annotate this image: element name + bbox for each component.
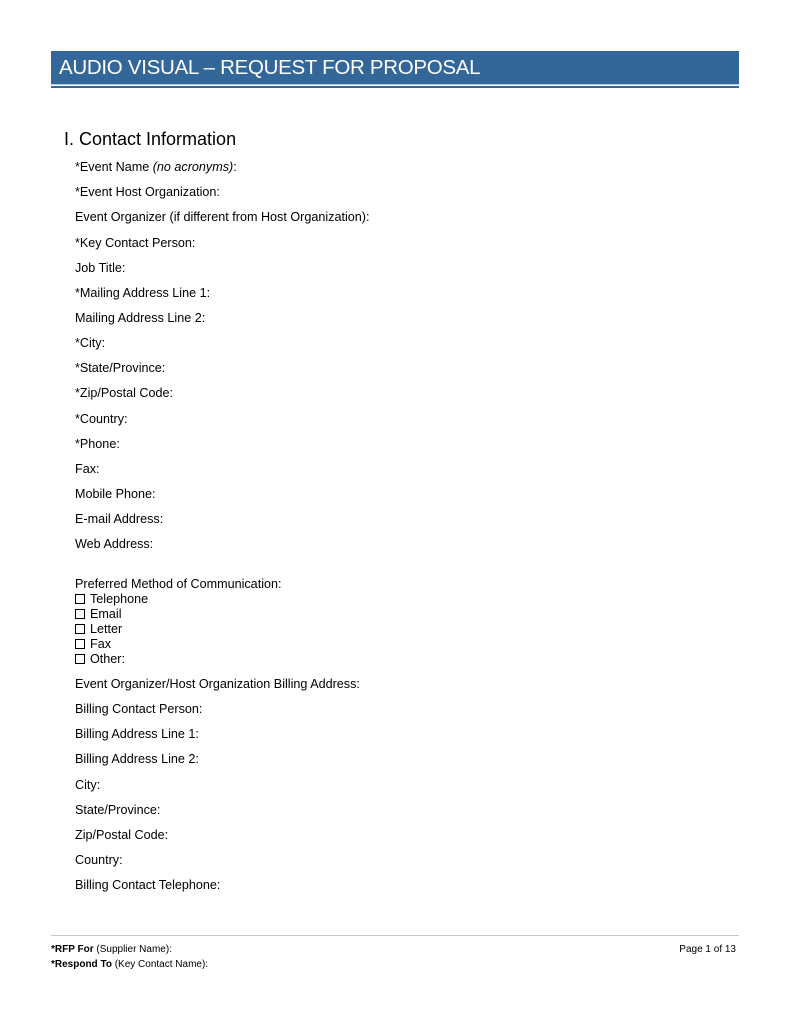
field-note: (no acronyms) xyxy=(152,160,234,174)
checkbox-icon[interactable] xyxy=(75,654,85,664)
option-other[interactable] xyxy=(75,652,125,666)
field-event-host-organization: *Event Host Organization: xyxy=(75,185,220,199)
field-mailing-address-1: *Mailing Address Line 1: xyxy=(75,286,211,300)
option-label: Letter xyxy=(90,622,123,636)
field-zip-postal-code: *Zip/Postal Code: xyxy=(75,386,174,400)
option-label: Fax xyxy=(90,637,111,651)
field-label: *Event Name xyxy=(75,160,153,174)
field-country: *Country: xyxy=(75,412,128,426)
footer-label: *Respond To xyxy=(51,959,112,970)
field-key-contact-person: *Key Contact Person: xyxy=(75,236,196,250)
field-billing-contact-telephone: Billing Contact Telephone: xyxy=(75,878,221,892)
section-title: I. Contact Information xyxy=(64,129,237,149)
field-billing-contact-person: Billing Contact Person: xyxy=(75,702,203,716)
field-event-name xyxy=(75,160,237,174)
option-label: Other: xyxy=(90,652,125,666)
field-billing-address-1: Billing Address Line 1: xyxy=(75,727,199,741)
field-state-province: *State/Province: xyxy=(75,361,166,375)
field-suffix: : xyxy=(233,160,237,174)
field-billing-address-2: Billing Address Line 2: xyxy=(75,752,199,766)
field-job-title: Job Title: xyxy=(75,261,126,275)
option-email[interactable] xyxy=(75,607,122,621)
field-billing-city: City: xyxy=(75,778,101,792)
footer-rfp-for xyxy=(51,944,172,955)
field-billing-country: Country: xyxy=(75,853,123,867)
checkbox-icon[interactable] xyxy=(75,639,85,649)
page-number: Page 1 of 13 xyxy=(679,944,736,955)
field-email-address: E-mail Address: xyxy=(75,512,164,526)
footer-divider xyxy=(51,935,739,936)
field-billing-address: Event Organizer/Host Organization Billing Address: xyxy=(75,677,360,691)
footer-text: (Key Contact Name): xyxy=(111,959,209,970)
field-city: *City: xyxy=(75,336,106,350)
banner-divider-dark xyxy=(51,86,739,88)
communication-label: Preferred Method of Communication: xyxy=(75,577,282,591)
option-label: Telephone xyxy=(90,592,149,606)
option-letter[interactable] xyxy=(75,622,122,636)
option-label: Email xyxy=(90,607,122,621)
footer-label: *RFP For xyxy=(51,944,94,955)
field-billing-zip-postal-code: Zip/Postal Code: xyxy=(75,828,169,842)
checkbox-icon[interactable] xyxy=(75,609,85,619)
field-web-address: Web Address: xyxy=(75,537,154,551)
checkbox-icon[interactable] xyxy=(75,624,85,634)
title-banner xyxy=(51,51,739,84)
option-telephone[interactable] xyxy=(75,592,148,606)
footer-respond-to xyxy=(51,959,208,970)
field-phone: *Phone: xyxy=(75,437,120,451)
checkbox-icon[interactable] xyxy=(75,594,85,604)
document-title: AUDIO VISUAL – REQUEST FOR PROPOSAL xyxy=(59,56,481,79)
field-mailing-address-2: Mailing Address Line 2: xyxy=(75,311,206,325)
field-event-organizer: Event Organizer (if different from Host Organization): xyxy=(75,210,370,224)
field-fax: Fax: xyxy=(75,462,100,476)
option-fax[interactable] xyxy=(75,637,111,651)
field-billing-state-province: State/Province: xyxy=(75,803,161,817)
banner-divider-light xyxy=(51,84,739,85)
field-mobile-phone: Mobile Phone: xyxy=(75,487,156,501)
footer-text: (Supplier Name): xyxy=(93,944,172,955)
